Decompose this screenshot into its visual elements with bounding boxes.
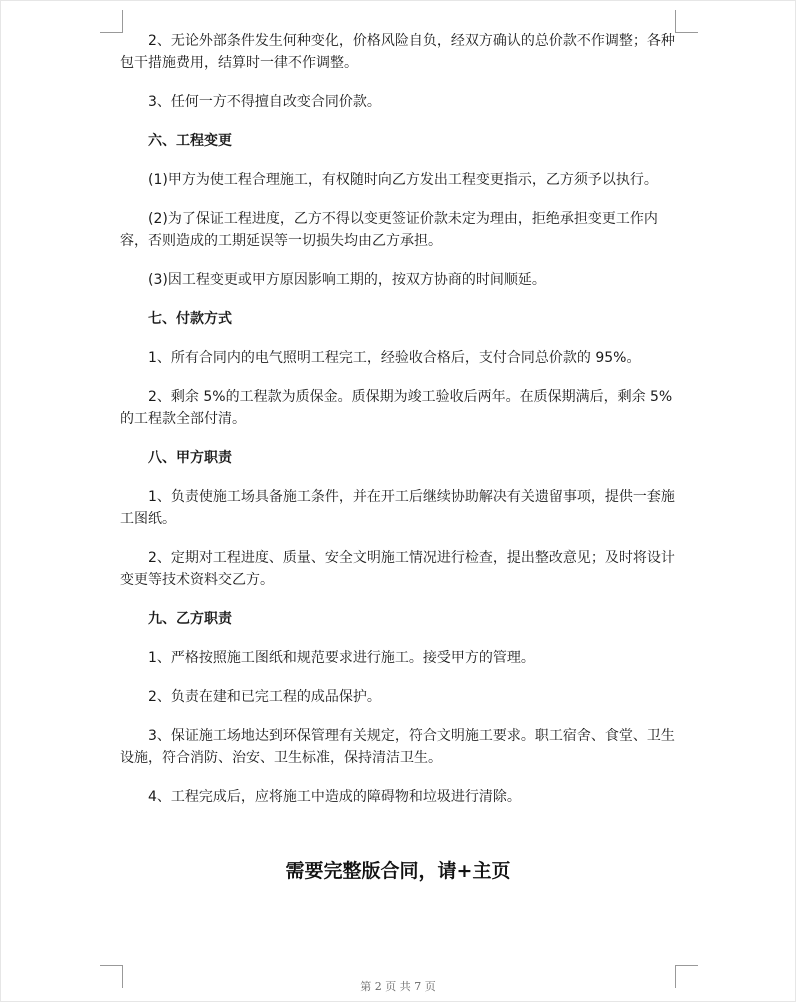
paragraph: 4、工程完成后，应将施工中造成的障碍物和垃圾进行清除。 [148, 789, 521, 805]
document-body [120, 30, 676, 825]
paragraph: 3、保证施工场地达到环保管理有关规定，符合文明施工要求。职工宿舍、食堂、卫生设施，符合消防、治安、卫生标准，保持清洁卫生。 [120, 728, 675, 766]
crop-mark-top-right [675, 10, 698, 33]
paragraph: 1、严格按照施工图纸和规范要求进行施工。接受甲方的管理。 [148, 650, 535, 666]
paragraph: 2、定期对工程进度、质量、安全文明施工情况进行检查，提出整改意见；及时将设计变更等技术资料交乙方。 [120, 550, 675, 588]
section-heading: 九、乙方职责 [148, 611, 232, 627]
paragraph: 1、负责使施工场具备施工条件，并在开工后继续协助解决有关遗留事项，提供一套施工图纸。 [120, 489, 675, 527]
section-heading: 七、付款方式 [148, 311, 232, 327]
paragraph: 3、任何一方不得擅自改变合同价款。 [148, 94, 381, 110]
section-heading: 六、工程变更 [148, 133, 232, 149]
page-number: 第 2 页 共 7 页 [360, 980, 436, 993]
paragraph: 2、负责在建和已完工程的成品保护。 [148, 689, 381, 705]
section-heading: 八、甲方职责 [148, 450, 232, 466]
paragraph: 1、所有合同内的电气照明工程完工，经验收合格后，支付合同总价款的 95%。 [148, 350, 641, 366]
paragraph: 2、无论外部条件发生何种变化，价格风险自负，经双方确认的总价款不作调整；各种包干措施费用，结算时一律不作调整。 [120, 33, 675, 71]
crop-mark-bottom-right [675, 965, 698, 988]
paragraph: 2、剩余 5%的工程款为质保金。质保期为竣工验收后两年。在质保期满后，剩余 5%的工程款全部付清。 [120, 389, 673, 427]
full-contract-notice: 需要完整版合同，请+主页 [285, 860, 511, 882]
paragraph: (3)因工程变更或甲方原因影响工期的，按双方协商的时间顺延。 [148, 272, 546, 288]
paragraph: (1)甲方为使工程合理施工，有权随时向乙方发出工程变更指示，乙方须予以执行。 [148, 172, 658, 188]
paragraph: (2)为了保证工程进度，乙方不得以变更签证价款未定为理由，拒绝承担变更工作内容，否则造成的工期延误等一切损失均由乙方承担。 [120, 211, 658, 249]
